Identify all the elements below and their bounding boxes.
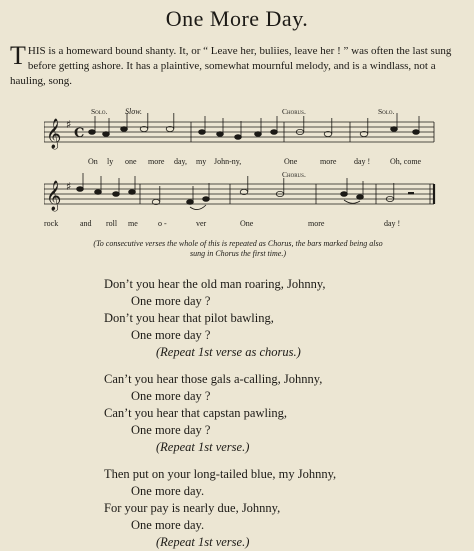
verses: [104, 276, 444, 551]
verse-line: One more day ?: [131, 294, 211, 308]
lyric-syllable: Oh, come: [390, 157, 422, 166]
verse-line: One more day ?: [131, 389, 211, 403]
lyric-syllable: o -: [158, 219, 167, 228]
svg-text:♯: ♯: [66, 118, 72, 131]
lyric-syllable: and: [80, 219, 92, 228]
music-label-slow: Slow.: [125, 107, 142, 116]
svg-text:𝄞: 𝄞: [46, 119, 62, 149]
lyric-syllable: more: [148, 157, 165, 166]
verse-line: Can’t you hear those gals a-calling, Johnny,: [104, 372, 323, 386]
intro-text: HIS is a homeward bound shanty. It, or “ Leave her, buliies, leave her ! ” was often the last sung before getting ashore. It has a plaintive, somewhat mournful melody, and is a windlass, not a hauling, song.: [10, 45, 452, 87]
page-title: One More Day.: [165, 6, 309, 31]
lyric-syllable: day !: [354, 157, 371, 166]
footnote-line: (To consecutive verses the whole of this is repeated as Chorus, the bars marked being also: [93, 239, 383, 248]
repeat-instruction: (Repeat 1st verse.): [156, 440, 250, 454]
verse-line: One more day.: [131, 518, 205, 532]
lyric-syllable: ver: [196, 219, 207, 228]
music-label-solo: Solo.: [378, 107, 395, 116]
lyric-syllable: roll: [106, 219, 118, 228]
lyric-syllable: day !: [384, 219, 401, 228]
footnote-line: sung in Chorus the first time.): [189, 249, 286, 258]
svg-text:C: C: [74, 126, 85, 141]
svg-text:𝄞: 𝄞: [46, 181, 62, 211]
verse-line: One more day ?: [131, 423, 211, 437]
music-score: [44, 104, 436, 240]
music-label-chorus: Chorus.: [282, 107, 306, 116]
lyric-syllable: more: [308, 219, 325, 228]
verse-line: Don’t you hear that pilot bawling,: [104, 311, 274, 325]
lyric-syllable: One: [240, 219, 254, 228]
intro-paragraph: [10, 41, 466, 89]
music-label-chorus: Chorus.: [282, 170, 306, 179]
lyric-syllable: more: [320, 157, 337, 166]
verse-line: One more day.: [131, 484, 205, 498]
lyric-syllable: my: [196, 157, 207, 166]
lyric-syllable: ly: [107, 157, 114, 166]
repeat-instruction: (Repeat 1st verse as chorus.): [156, 345, 301, 359]
music-footnote: [10, 239, 466, 259]
lyric-syllable: rock: [44, 219, 59, 228]
verse-line: For your pay is nearly due, Johnny,: [104, 501, 281, 515]
verse-line: Don’t you hear the old man roaring, Johnny,: [104, 277, 326, 291]
drop-cap: T: [10, 41, 26, 70]
lyric-syllable: me: [128, 219, 138, 228]
lyric-syllable: one: [125, 157, 137, 166]
repeat-instruction: (Repeat 1st verse.): [156, 535, 250, 549]
verse-line: Can’t you hear that capstan pawling,: [104, 406, 288, 420]
lyric-syllable: John-ny,: [214, 157, 242, 166]
music-label-solo: Solo.: [91, 107, 108, 116]
lyric-syllable: day,: [174, 157, 188, 166]
verse-line: Then put on your long-tailed blue, my Johnny,: [104, 467, 337, 481]
lyric-syllable: One: [284, 157, 298, 166]
verse-line: One more day ?: [131, 328, 211, 342]
lyric-syllable: On: [88, 157, 98, 166]
svg-text:♯: ♯: [66, 180, 72, 193]
